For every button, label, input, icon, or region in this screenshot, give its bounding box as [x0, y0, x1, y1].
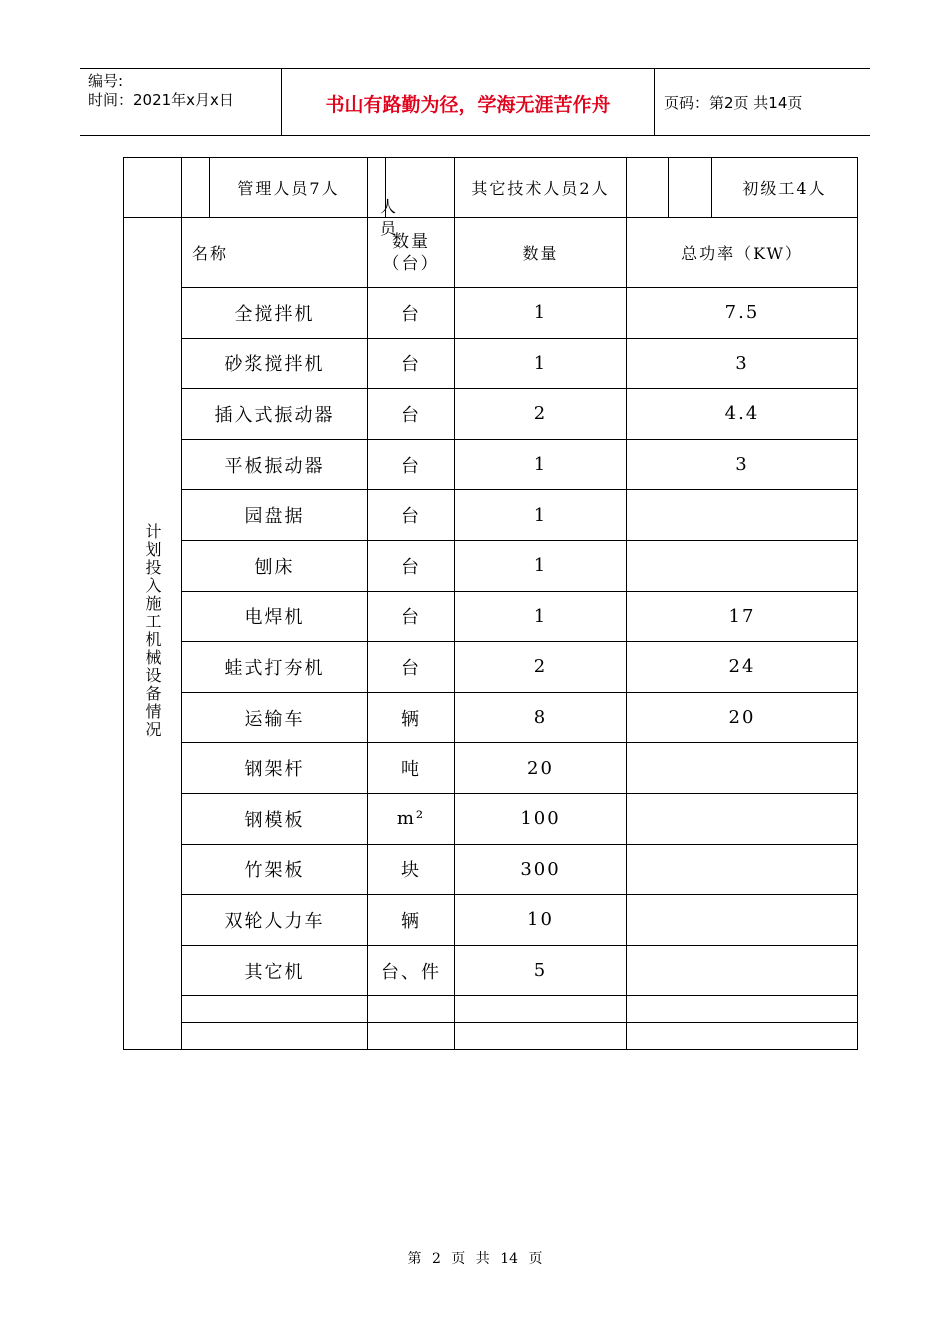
blank-row — [124, 996, 858, 1023]
row-qty: 1 — [455, 288, 627, 339]
unit-header — [368, 218, 455, 288]
row-unit: 吨 — [368, 743, 455, 794]
row-qty: 1 — [455, 338, 627, 389]
side-label: 计划投入施工机械设备情况 — [143, 523, 162, 740]
table-row — [124, 793, 858, 844]
blank-cell — [368, 996, 455, 1023]
table-row — [124, 743, 858, 794]
row-power — [627, 490, 858, 541]
quantity-header: 数量 — [455, 218, 627, 288]
time-label: 时间：2021年x月x日 — [88, 91, 234, 109]
blank-cell — [455, 1023, 627, 1050]
blank-row — [124, 1023, 858, 1050]
equipment-table — [123, 157, 858, 1050]
row-power: 4.4 — [627, 389, 858, 440]
header-bottom-rule — [80, 135, 870, 136]
row-power: 3 — [627, 439, 858, 490]
table-row — [124, 490, 858, 541]
row-name: 钢模板 — [182, 793, 368, 844]
table-row — [124, 591, 858, 642]
row-unit: 台 — [368, 591, 455, 642]
header-top-rule — [80, 68, 870, 69]
row-unit: m² — [368, 793, 455, 844]
row-power: 7.5 — [627, 288, 858, 339]
table-row — [124, 844, 858, 895]
row-qty: 2 — [455, 642, 627, 693]
technical-count: 其它技术人员2人 — [455, 158, 627, 218]
staff-spacer-cell-3 — [627, 158, 669, 218]
table-row — [124, 288, 858, 339]
row-power — [627, 945, 858, 996]
page-info: 页码：第2页 共14页 — [664, 94, 803, 112]
junior-count: 初级工4人 — [712, 158, 858, 218]
row-name: 钢架杆 — [182, 743, 368, 794]
row-qty: 5 — [455, 945, 627, 996]
name-header: 名称 — [182, 218, 368, 288]
row-name: 运输车 — [182, 692, 368, 743]
blank-cell — [368, 1023, 455, 1050]
table-row — [124, 945, 858, 996]
row-unit: 台 — [368, 439, 455, 490]
row-unit: 台 — [368, 389, 455, 440]
row-unit: 台、件 — [368, 945, 455, 996]
table-row — [124, 338, 858, 389]
staff-blank-cell — [124, 158, 182, 218]
row-name: 蛙式打夯机 — [182, 642, 368, 693]
row-unit: 台 — [368, 490, 455, 541]
row-unit: 块 — [368, 844, 455, 895]
table-row — [124, 895, 858, 946]
row-qty: 8 — [455, 692, 627, 743]
row-power: 17 — [627, 591, 858, 642]
row-qty: 300 — [455, 844, 627, 895]
row-name: 刨床 — [182, 540, 368, 591]
staff-spacer-cell — [182, 158, 210, 218]
row-power — [627, 743, 858, 794]
power-header: 总功率（KW） — [627, 218, 858, 288]
blank-cell — [182, 996, 368, 1023]
row-name: 竹架板 — [182, 844, 368, 895]
row-qty: 2 — [455, 389, 627, 440]
header-divider-2 — [654, 69, 655, 136]
row-qty: 1 — [455, 540, 627, 591]
staff-spacer-cell-4 — [669, 158, 712, 218]
row-qty: 1 — [455, 439, 627, 490]
row-unit: 辆 — [368, 895, 455, 946]
staff-yuan: 员 — [380, 219, 399, 238]
unit-header-line2: （台） — [382, 253, 440, 274]
row-power: 24 — [627, 642, 858, 693]
row-power: 3 — [627, 338, 858, 389]
row-name: 砂浆搅拌机 — [182, 338, 368, 389]
staff-ren-cell — [368, 158, 399, 218]
row-power — [627, 793, 858, 844]
row-qty: 10 — [455, 895, 627, 946]
blank-cell — [627, 996, 858, 1023]
row-name: 双轮人力车 — [182, 895, 368, 946]
row-power — [627, 540, 858, 591]
row-name: 园盘据 — [182, 490, 368, 541]
row-name: 全搅拌机 — [182, 288, 368, 339]
row-power — [627, 844, 858, 895]
row-qty: 100 — [455, 793, 627, 844]
blank-cell — [182, 1023, 368, 1050]
table-row — [124, 642, 858, 693]
row-unit: 辆 — [368, 692, 455, 743]
unit-header-line1: 数量 — [392, 231, 430, 252]
table-row — [124, 692, 858, 743]
table-row — [124, 540, 858, 591]
row-unit: 台 — [368, 642, 455, 693]
row-unit: 台 — [368, 338, 455, 389]
row-qty: 1 — [455, 490, 627, 541]
row-power: 20 — [627, 692, 858, 743]
manager-count: 管理人员7人 — [210, 158, 368, 218]
code-label: 编号: — [88, 72, 124, 90]
page-footer: 第 2 页 共 14 页 — [407, 1251, 543, 1267]
row-name: 电焊机 — [182, 591, 368, 642]
row-name: 插入式振动器 — [182, 389, 368, 440]
row-qty: 20 — [455, 743, 627, 794]
row-name: 其它机 — [182, 945, 368, 996]
staff-ren: 人 — [380, 197, 399, 216]
blank-cell — [627, 1023, 858, 1050]
motto: 书山有路勤为径，学海无涯苦作舟 — [325, 94, 611, 116]
blank-cell — [455, 996, 627, 1023]
row-unit: 台 — [368, 288, 455, 339]
row-power — [627, 895, 858, 946]
side-label-cell — [124, 218, 182, 1050]
row-name: 平板振动器 — [182, 439, 368, 490]
row-unit: 台 — [368, 540, 455, 591]
column-header-row — [124, 218, 858, 288]
table-row — [124, 439, 858, 490]
staff-row — [124, 158, 858, 218]
table-row — [124, 389, 858, 440]
row-qty: 1 — [455, 591, 627, 642]
